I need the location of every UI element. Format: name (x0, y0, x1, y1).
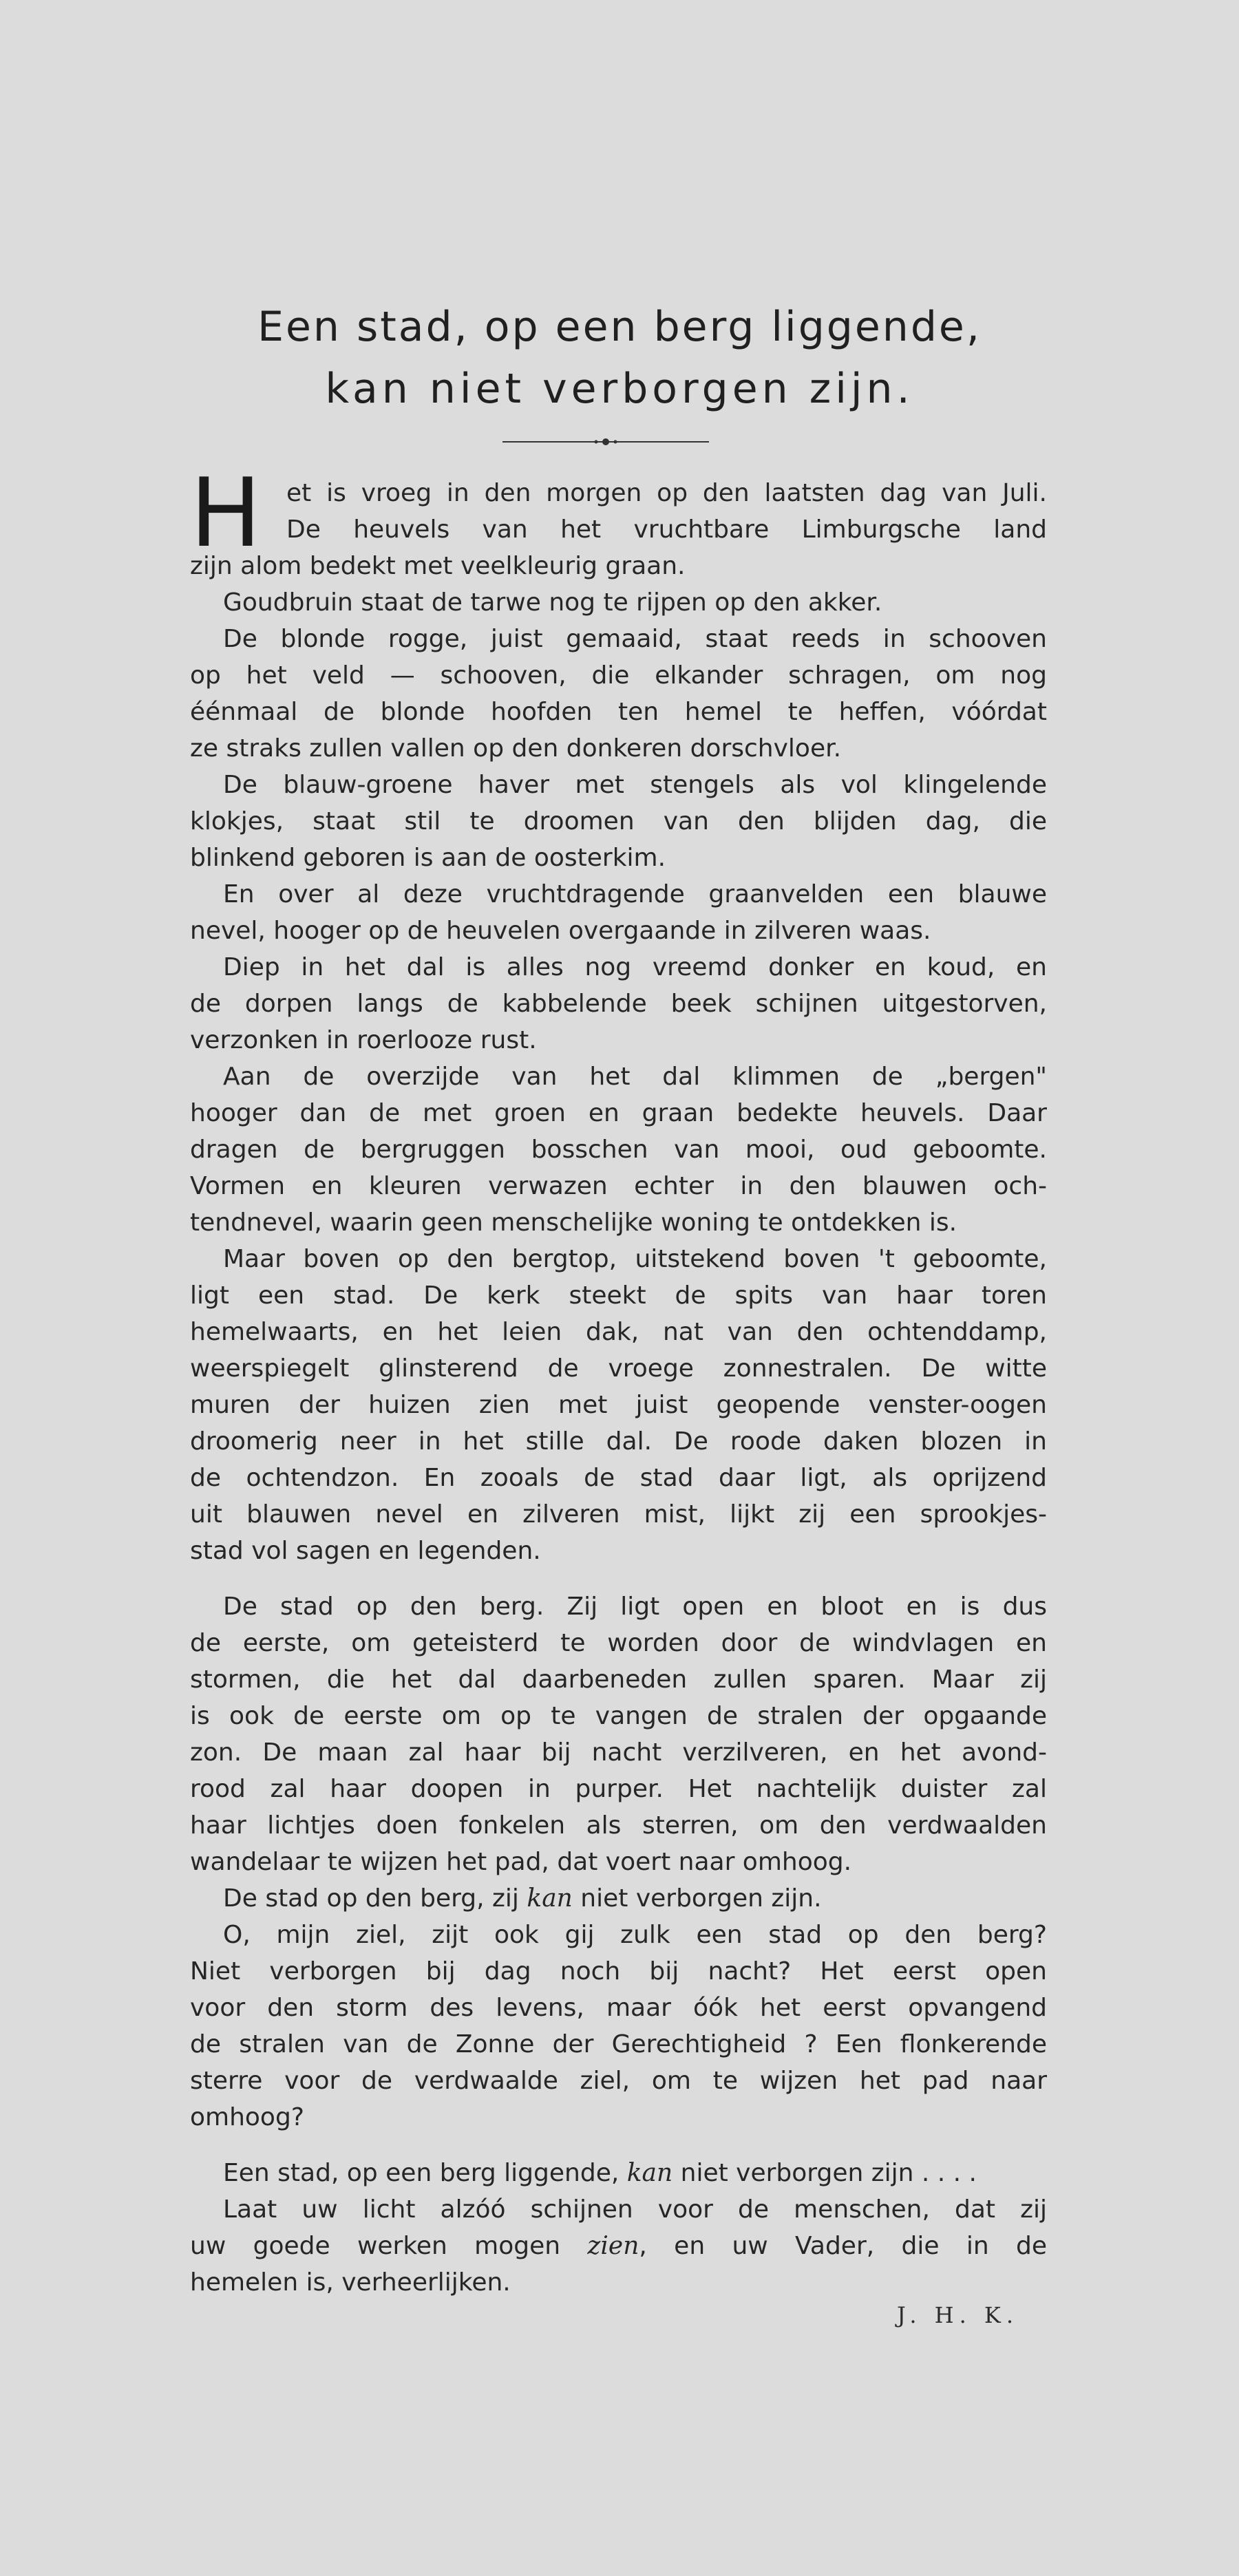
emphasis-text: kan (527, 1884, 573, 1913)
text-line: haar lichtjes doen fonkelen als sterren, om den verdwaalden (190, 1811, 1047, 1840)
text-segment: niet verborgen zijn . . . . (673, 2159, 977, 2187)
text-segment: De stad op den berg, zij (223, 1884, 527, 1913)
text-line: De stad op den berg. Zij ligt open en bloot en is dus (223, 1593, 1047, 1621)
signature: J. H. K. (896, 2302, 1019, 2328)
text-line: klokjes, staat stil te droomen van den blijden dag, die (190, 807, 1047, 835)
text-line: rood zal haar doopen in purper. Het nachtelijk duister zal (190, 1775, 1047, 1803)
text-line: nevel, hooger op de heuvelen overgaande in zilveren waas. (190, 917, 931, 945)
title-line-1: Een stad, op een berg liggende, (257, 303, 982, 351)
text-line: dragen de bergruggen bosschen van mooi, oud geboomte. (190, 1136, 1047, 1164)
text-line (190, 2191, 1047, 2228)
text-line: En over al deze vruchtdragende graanvelden een blauwe (223, 880, 1047, 908)
title-line-2: kan niet verborgen zijn. (325, 365, 914, 413)
text-segment: Laat uw licht alzóó schijnen voor de menschen, dat zij (223, 2195, 1047, 2224)
text-line: muren der huizen zien met juist geopende venster-oogen (190, 1391, 1047, 1419)
text-line: De heuvels van het vruchtbare Limburgsche land (286, 515, 1047, 544)
text-segment: niet verborgen zijn. (572, 1884, 822, 1913)
text-line: De blonde rogge, juist gemaaid, staat reeds in schooven (223, 625, 1047, 653)
text-line: droomerig neer in het stille dal. De roode daken blozen in (190, 1427, 1047, 1456)
text-line: Diep in het dal is alles nog vreemd donker en koud, en (223, 953, 1047, 981)
text-line: uit blauwen nevel en zilveren mist, lijkt zij een sprookjes- (190, 1500, 1047, 1529)
text-line: de dorpen langs de kabbelende beek schijnen uitgestorven, (190, 990, 1047, 1018)
text-segment: hemelen is, verheerlijken. (190, 2268, 511, 2297)
text-line: op het veld — schooven, die elkander schragen, om nog (190, 661, 1047, 690)
text-line: ze straks zullen vallen op den donkeren dorschvloer. (190, 734, 842, 763)
text-line: Vormen en kleuren verwazen echter in den blauwen och- (190, 1172, 1047, 1200)
emphasis-text: kan (626, 2159, 673, 2187)
drop-cap: H (190, 458, 262, 568)
text-line (190, 1880, 1047, 1917)
text-line: de ochtendzon. En zooals de stad daar ligt, als oprijzend (190, 1464, 1047, 1492)
text-line: éénmaal de blonde hoofden ten hemel te heffen, vóórdat (190, 698, 1047, 726)
text-line (190, 2228, 1047, 2264)
text-line: omhoog? (190, 2103, 304, 2131)
text-segment: , en uw Vader, die in de (639, 2232, 1047, 2260)
text-line: Goudbruin staat de tarwe nog te rijpen op den akker. (223, 588, 882, 617)
text-line: ligt een stad. De kerk steekt de spits van haar toren (190, 1281, 1047, 1310)
ornament-divider (502, 437, 709, 447)
text-line: de stralen van de Zonne der Gerechtigheid ? Een flonkerende (190, 2030, 1047, 2058)
emphasis-text: zien (587, 2232, 639, 2260)
text-line: hooger dan de met groen en graan bedekte heuvels. Daar (190, 1099, 1047, 1127)
text-line: hemelwaarts, en het leien dak, nat van den ochtenddamp, (190, 1318, 1047, 1346)
text-line: is ook de eerste om op te vangen de stralen der opgaande (190, 1702, 1047, 1730)
text-line: Aan de overzijde van het dal klimmen de „bergen" (223, 1063, 1047, 1091)
page-title (0, 296, 1239, 420)
text-line: blinkend geboren is aan de oosterkim. (190, 844, 666, 872)
text-line: sterre voor de verdwaalde ziel, om te wijzen het pad naar (190, 2067, 1047, 2095)
text-line: stad vol sagen en legenden. (190, 1537, 541, 1565)
text-line: De blauw-groene haver met stengels als vol klingelende (223, 771, 1047, 799)
text-line: stormen, die het dal daarbeneden zullen sparen. Maar zij (190, 1665, 1047, 1694)
article-body (190, 458, 1047, 2301)
text-line: Maar boven op den bergtop, uitstekend boven 't geboomte, (223, 1245, 1047, 1273)
text-line: weerspiegelt glinsterend de vroege zonnestralen. De witte (190, 1354, 1047, 1383)
text-line: Niet verborgen bij dag noch bij nacht? Het eerst open (190, 1957, 1047, 1986)
text-line: O, mijn ziel, zijt ook gij zulk een stad op den berg? (223, 1921, 1047, 1949)
text-line: tendnevel, waarin geen menschelijke woning te ontdekken is. (190, 1209, 957, 1237)
text-line: voor den storm des levens, maar óók het eerst opvangend (190, 1994, 1047, 2022)
text-line: wandelaar te wijzen het pad, dat voert naar omhoog. (190, 1848, 852, 1876)
text-line (190, 2155, 1047, 2191)
text-line (190, 2264, 1047, 2301)
text-line: zijn alom bedekt met veelkleurig graan. (190, 552, 686, 580)
text-line: et is vroeg in den morgen op den laatsten dag van Juli. (286, 479, 1047, 507)
text-segment: Een stad, op een berg liggende, (223, 2159, 627, 2187)
text-line: verzonken in roerlooze rust. (190, 1026, 537, 1054)
text-segment: uw goede werken mogen (190, 2232, 588, 2260)
text-line: zon. De maan zal haar bij nacht verzilveren, en het avond- (190, 1738, 1047, 1767)
text-line: de eerste, om geteisterd te worden door de windvlagen en (190, 1629, 1047, 1657)
